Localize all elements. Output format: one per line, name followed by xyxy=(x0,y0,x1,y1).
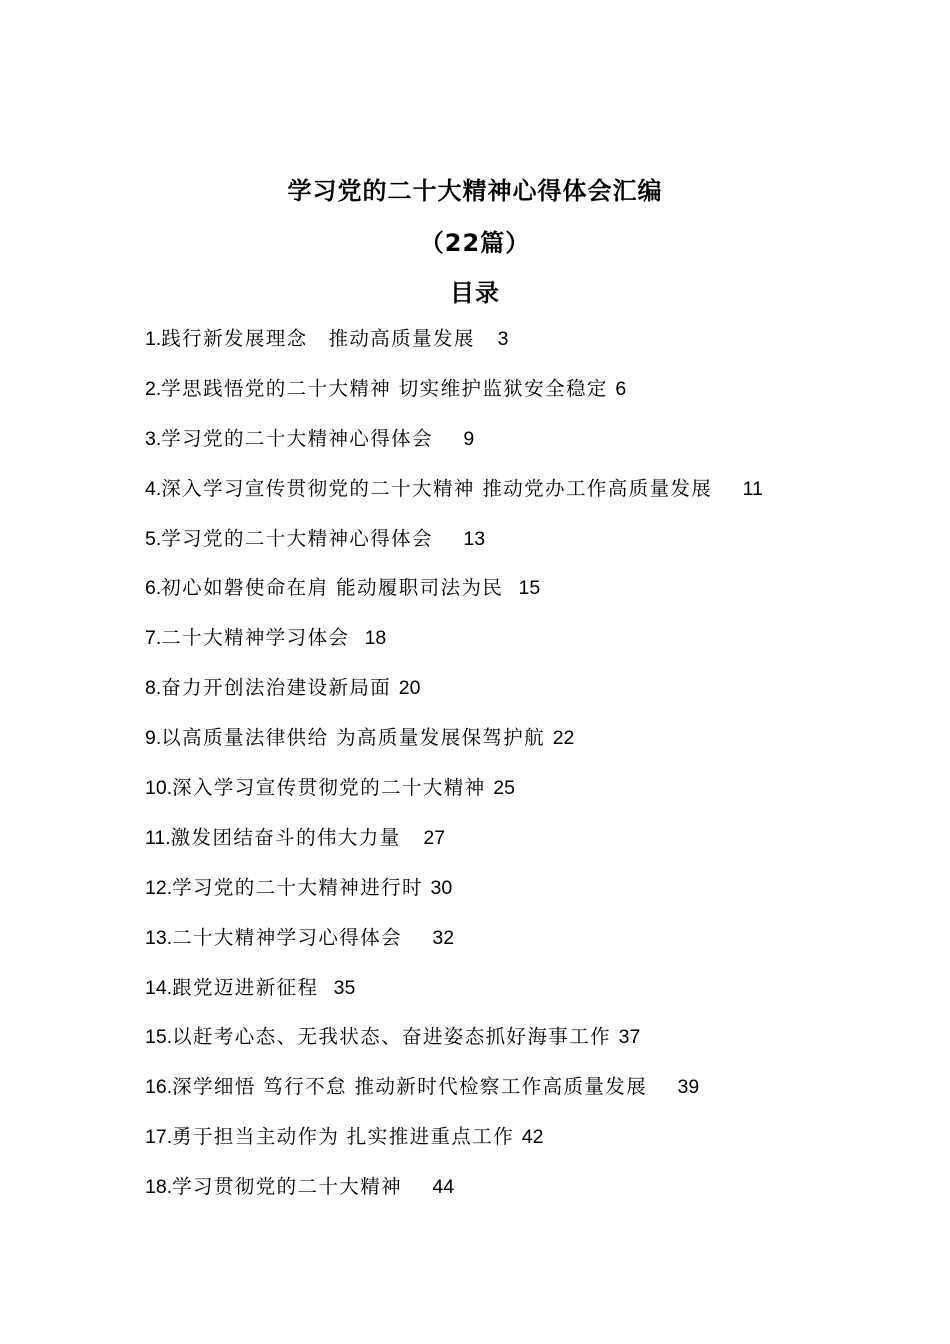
toc-entry-page: 9 xyxy=(463,427,475,450)
toc-entry[interactable] xyxy=(145,423,865,473)
toc-entry-title: 学习党的二十大精神心得体会 xyxy=(161,526,433,550)
toc-entry[interactable] xyxy=(145,822,865,872)
toc-entry-number: 18. xyxy=(145,1176,173,1199)
toc-entry-page: 32 xyxy=(432,926,455,949)
toc-entry[interactable] xyxy=(145,922,865,972)
toc-entry-page: 22 xyxy=(552,727,575,750)
toc-entry-page: 37 xyxy=(618,1026,641,1049)
toc-entry-page: 27 xyxy=(423,826,446,849)
toc-entry-title: 深入学习宣传贯彻党的二十大精神 推动党办工作高质量发展 xyxy=(161,476,713,500)
toc-entry-page: 18 xyxy=(364,627,387,650)
toc-entry[interactable] xyxy=(145,373,865,423)
toc-entry[interactable] xyxy=(145,972,865,1022)
toc-entry-page: 44 xyxy=(432,1176,455,1199)
toc-entry-page: 39 xyxy=(677,1076,700,1099)
toc-entry[interactable] xyxy=(145,872,865,922)
toc-entry-number: 13. xyxy=(145,926,173,949)
toc-entry-title: 以赶考心态、无我状态、奋进姿态抓好海事工作 xyxy=(172,1025,612,1049)
toc-entry-number: 2. xyxy=(145,377,162,400)
toc-entry[interactable] xyxy=(145,772,865,822)
toc-entry-title: 激发团结奋斗的伟大力量 xyxy=(170,825,401,849)
document-title: 学习党的二十大精神心得体会汇编 xyxy=(287,177,663,205)
toc-entry-title: 勇于担当主动作为 扎实推进重点工作 xyxy=(172,1125,515,1149)
toc-entry-number: 17. xyxy=(145,1126,173,1149)
table-of-contents xyxy=(145,323,865,1221)
toc-entry-number: 15. xyxy=(145,1026,173,1049)
toc-entry[interactable] xyxy=(145,722,865,772)
toc-entry-title: 学习贯彻党的二十大精神 xyxy=(172,1175,403,1199)
toc-entry-page: 11 xyxy=(742,477,763,500)
toc-entry-number: 9. xyxy=(145,727,162,750)
toc-entry[interactable] xyxy=(145,1121,865,1171)
article-count: （22篇） xyxy=(419,229,531,257)
toc-entry[interactable] xyxy=(145,1021,865,1071)
toc-entry-title: 学习党的二十大精神心得体会 xyxy=(161,426,433,450)
toc-entry-page: 35 xyxy=(333,976,356,999)
toc-entry-title: 践行新发展理念 推动高质量发展 xyxy=(161,327,475,350)
toc-entry-number: 14. xyxy=(145,976,173,999)
toc-entry-title: 二十大精神学习体会 xyxy=(161,626,350,650)
toc-entry-page: 20 xyxy=(398,677,421,700)
toc-entry-number: 1. xyxy=(145,328,162,350)
toc-entry-number: 4. xyxy=(145,477,162,500)
toc-entry-page: 42 xyxy=(521,1126,544,1149)
toc-entry-page: 6 xyxy=(615,377,627,400)
toc-entry[interactable] xyxy=(145,323,865,373)
toc-entry-title: 初心如磐使命在肩 能动履职司法为民 xyxy=(161,576,504,600)
toc-entry-title: 奋力开创法治建设新局面 xyxy=(161,676,392,700)
toc-entry-title: 深学细悟 笃行不怠 推动新时代检察工作高质量发展 xyxy=(172,1075,648,1099)
toc-entry[interactable] xyxy=(145,523,865,573)
toc-entry-title: 以高质量法律供给 为高质量发展保驾护航 xyxy=(161,726,546,750)
toc-entry-page: 30 xyxy=(430,876,453,899)
toc-entry[interactable] xyxy=(145,473,865,523)
toc-entry[interactable] xyxy=(145,572,865,622)
toc-entry[interactable] xyxy=(145,622,865,672)
toc-entry[interactable] xyxy=(145,672,865,722)
toc-entry-title: 跟党迈进新征程 xyxy=(172,975,319,999)
toc-entry-page: 25 xyxy=(493,777,515,800)
toc-entry-page: 3 xyxy=(497,328,509,350)
toc-entry-number: 16. xyxy=(145,1076,173,1099)
toc-entry[interactable] xyxy=(145,1171,865,1221)
toc-entry-number: 3. xyxy=(145,427,162,450)
toc-entry[interactable] xyxy=(145,1071,865,1121)
toc-entry-title: 学习党的二十大精神进行时 xyxy=(172,875,423,899)
toc-entry-title: 学思践悟党的二十大精神 切实维护监狱安全稳定 xyxy=(161,376,608,400)
toc-entry-number: 6. xyxy=(145,577,162,600)
toc-entry-number: 8. xyxy=(145,677,162,700)
toc-entry-page: 13 xyxy=(463,527,486,550)
toc-entry-number: 11. xyxy=(145,826,171,849)
toc-entry-title: 深入学习宣传贯彻党的二十大精神 xyxy=(172,776,486,800)
toc-entry-number: 7. xyxy=(145,627,162,650)
toc-entry-number: 10. xyxy=(145,777,173,800)
toc-entry-number: 5. xyxy=(145,527,162,550)
toc-entry-number: 12. xyxy=(145,876,173,899)
toc-entry-title: 二十大精神学习心得体会 xyxy=(172,925,403,949)
toc-heading: 目录 xyxy=(450,279,500,307)
toc-entry-page: 15 xyxy=(518,577,541,600)
